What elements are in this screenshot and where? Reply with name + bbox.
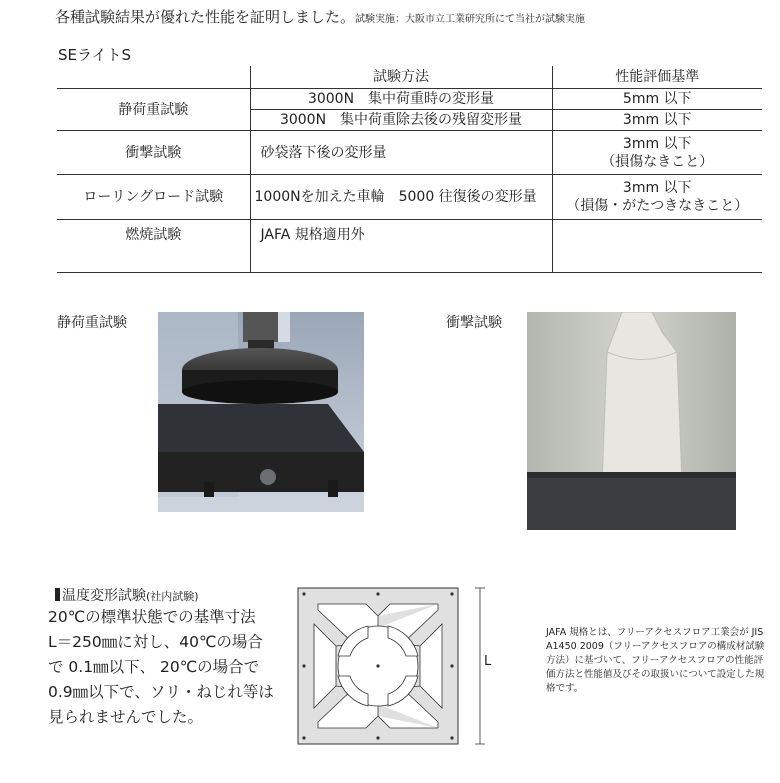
table-header-row [57,66,762,89]
impact-photo [527,312,736,530]
intro-note: 試験実施：大阪市立工業研究所にて当社が試験実施 [355,14,586,25]
heading-marker [55,588,60,601]
jafa-note: JAFA 規格とは、フリーアクセスフロア工業会が JIS A1450 2009（フリーアクセスフロアの構成材試験方法）に基づいて、フリーアクセスフロアの性能評価方法と性能値及びその取扱いについて設定した規格です。 [546,627,765,694]
table-row [57,131,762,175]
table-row [57,89,762,110]
row-method: 3000N 集中荷重除去後の残留変形量 [250,110,552,131]
header-criteria: 性能評価基準 [552,66,762,89]
static-load-caption: 静荷重試験 [57,315,127,331]
temperature-body: 20℃の標準状態での基準寸法 L＝250㎜に対し、40℃の場合 で 0.1㎜以下、 20℃の場合で 0.9㎜以下で、ソリ・ねじれ等は 見られませんでした。 [48,608,274,726]
row-name: 衝撃試験 [57,131,250,175]
static-load-photo [158,312,364,512]
dimension-label: L [484,654,492,669]
row-method: 3000N 集中荷重時の変形量 [250,89,552,110]
impact-caption: 衝撃試験 [446,315,502,331]
row-method: 1000Nを加えた車輪 5000 往復後の変形量 [250,175,552,220]
header-method: 試験方法 [250,66,552,89]
row-method: JAFA 規格適用外 [250,220,552,273]
intro-main: 各種試験結果が優れた性能を証明しました。 [55,8,356,26]
row-criteria: 5mm 以下 [552,89,762,110]
row-criteria: 3mm 以下 （損傷なきこと） [552,131,762,175]
intro-text [55,6,585,27]
spec-table [57,66,762,273]
row-criteria [552,220,762,273]
temperature-title-note: (社内試験) [146,590,199,603]
temperature-heading [55,585,199,605]
header-blank [57,66,250,89]
table-row [57,220,762,273]
table-row [57,175,762,220]
row-name: 燃焼試験 [57,220,250,273]
row-criteria: 3mm 以下 [552,110,762,131]
panel-diagram [296,584,496,750]
product-name: SEライトS [58,46,132,64]
row-name: 静荷重試験 [57,89,250,131]
temperature-title: 温度変形試験 [62,588,146,604]
row-name: ローリングロード試験 [57,175,250,220]
row-criteria: 3mm 以下 （損傷・がたつきなきこと） [552,175,762,220]
row-method: 砂袋落下後の変形量 [250,131,552,175]
